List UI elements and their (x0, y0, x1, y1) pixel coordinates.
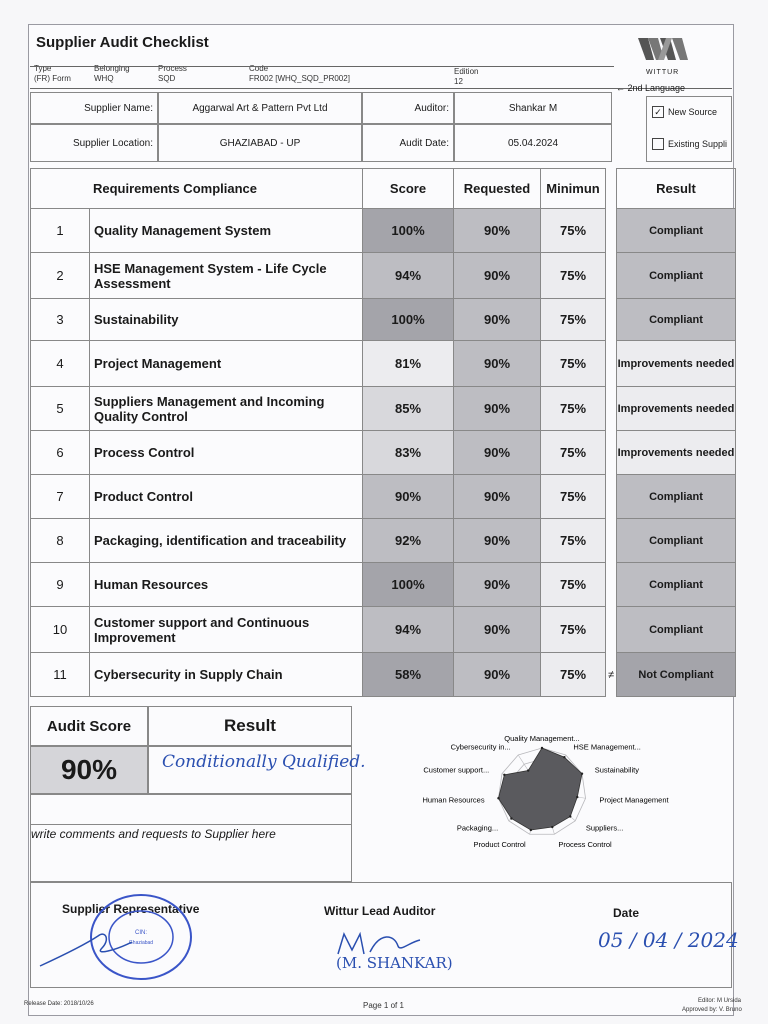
radar-point (576, 796, 578, 798)
score-cell[interactable]: 90% (363, 475, 454, 519)
row-number: 10 (31, 607, 90, 653)
radar-point (569, 815, 571, 817)
supplier-location-field[interactable]: GHAZIABAD - UP (158, 124, 362, 162)
meta-edition: Edition 12 (454, 67, 479, 86)
table-row (31, 341, 736, 387)
requirement-name: Sustainability (90, 299, 363, 341)
table-row (31, 475, 736, 519)
radar-point (530, 829, 532, 831)
score-cell[interactable]: 100% (363, 563, 454, 607)
table-row (31, 253, 736, 299)
minimum-cell: 75% (541, 209, 606, 253)
meta-process: Process SQD (158, 64, 187, 83)
radar-axis-label: Suppliers... (585, 823, 624, 833)
table-row (31, 209, 736, 253)
score-cell[interactable]: 83% (363, 431, 454, 475)
result-label: Result (148, 706, 352, 746)
page-number: Page 1 of 1 (363, 1001, 404, 1010)
audit-score-value: 90% (30, 746, 148, 794)
radar-point (497, 797, 499, 799)
score-cell[interactable]: 94% (363, 607, 454, 653)
table-row (31, 563, 736, 607)
auditor-label: Auditor: (362, 92, 454, 124)
approved-by: Approved by: V. Bruno (682, 1007, 742, 1013)
requested-cell: 90% (454, 299, 541, 341)
requirement-name: HSE Management System - Life Cycle Assessment (90, 253, 363, 299)
score-cell[interactable]: 100% (363, 299, 454, 341)
meta-type: Type (FR) Form (34, 64, 71, 83)
requested-cell: 90% (454, 209, 541, 253)
table-row (31, 299, 736, 341)
radar-axis-label: Human Resources (422, 795, 485, 805)
result-cell[interactable]: Compliant (617, 475, 736, 519)
requested-cell: 90% (454, 519, 541, 563)
result-cell[interactable]: Compliant (617, 209, 736, 253)
existing-supplier-label: Existing Suppli (668, 139, 728, 149)
table-row (31, 607, 736, 653)
minimum-cell: 75% (541, 653, 606, 697)
release-date: Release Date: 2018/10/26 (24, 1001, 94, 1007)
gap-cell (606, 563, 617, 607)
gap-cell (606, 431, 617, 475)
table-row (31, 519, 736, 563)
minimum-cell: 75% (541, 341, 606, 387)
gap-cell (606, 519, 617, 563)
minimum-cell: 75% (541, 253, 606, 299)
new-source-checkbox[interactable]: ✓ (652, 106, 664, 118)
radar-chart (352, 720, 732, 888)
requested-cell: 90% (454, 341, 541, 387)
result-cell[interactable]: Improvements needed (617, 431, 736, 475)
minimum-cell: 75% (541, 607, 606, 653)
row-number: 4 (31, 341, 90, 387)
comments-spacer (30, 794, 352, 824)
radar-point (541, 747, 543, 749)
score-cell[interactable]: 92% (363, 519, 454, 563)
header-requested: Requested (454, 169, 541, 209)
supplier-name-label: Supplier Name: (30, 92, 158, 124)
existing-supplier-checkbox[interactable] (652, 138, 664, 150)
requested-cell: 90% (454, 431, 541, 475)
row-number: 7 (31, 475, 90, 519)
requested-cell: 90% (454, 387, 541, 431)
result-handwritten: Conditionally Qualified. (162, 752, 366, 772)
requested-cell: 90% (454, 475, 541, 519)
editor: Editor: M Ursida (698, 998, 742, 1004)
row-mark: ≠ (607, 668, 615, 681)
header-minimum: Minimun (541, 169, 606, 209)
svg-text:CIN:: CIN: (135, 930, 147, 936)
gap-cell (606, 387, 617, 431)
supplier-rep-label: Supplier Representative (62, 902, 200, 916)
gap-cell (606, 607, 617, 653)
gap-cell (606, 253, 617, 299)
table-row (31, 387, 736, 431)
radar-point (503, 774, 505, 776)
requested-cell: 90% (454, 653, 541, 697)
row-number: 11 (31, 653, 90, 697)
supplier-name-field[interactable]: Aggarwal Art & Pattern Pvt Ltd (158, 92, 362, 124)
audit-date-field[interactable]: 05.04.2024 (454, 124, 612, 162)
minimum-cell: 75% (541, 475, 606, 519)
wittur-logo-icon (636, 34, 694, 74)
new-source-label: New Source (668, 107, 718, 117)
radar-axis-label: Sustainability (594, 765, 639, 775)
requirement-name: Process Control (90, 431, 363, 475)
header-rule (30, 66, 614, 67)
meta-belonging: Belonging WHQ (94, 64, 130, 83)
requirement-name: Human Resources (90, 563, 363, 607)
audit-date-label: Audit Date: (362, 124, 454, 162)
requirement-name: Quality Management System (90, 209, 363, 253)
score-cell[interactable]: 81% (363, 341, 454, 387)
radar-axis-label: Process Control (558, 839, 612, 849)
row-number: 3 (31, 299, 90, 341)
radar-point (551, 826, 553, 828)
gap-cell (606, 341, 617, 387)
existing-supplier-option[interactable] (652, 138, 727, 150)
row-number: 2 (31, 253, 90, 299)
radar-point (527, 769, 529, 771)
minimum-cell: 75% (541, 299, 606, 341)
header-result: Result (617, 169, 736, 209)
minimum-cell: 75% (541, 431, 606, 475)
radar-axis-label: Product Control (473, 839, 526, 849)
date-label: Date (613, 906, 640, 920)
radar-point (581, 773, 583, 775)
header-score: Score (363, 169, 454, 209)
result-cell[interactable]: Compliant (617, 519, 736, 563)
gap-cell (606, 209, 617, 253)
minimum-cell: 75% (541, 519, 606, 563)
requirement-name: Product Control (90, 475, 363, 519)
requirement-name: Project Management (90, 341, 363, 387)
radar-axis-label: Project Management (599, 795, 669, 805)
auditor-field[interactable]: Shankar M (454, 92, 612, 124)
result-cell[interactable]: Not Compliant (617, 653, 736, 697)
row-number: 1 (31, 209, 90, 253)
result-cell[interactable]: Improvements needed (617, 387, 736, 431)
radar-axis-label: Quality Management... (504, 734, 580, 743)
requirement-name: Customer support and Continuous Improvement (90, 607, 363, 653)
radar-axis-label: Packaging... (456, 823, 499, 833)
requirement-name: Packaging, identification and traceability (90, 519, 363, 563)
requested-cell: 90% (454, 253, 541, 299)
radar-axis-label: Customer support... (423, 765, 490, 775)
supplier-location-label: Supplier Location: (30, 124, 158, 162)
minimum-cell: 75% (541, 563, 606, 607)
radar-point (563, 756, 565, 758)
score-cell[interactable]: 100% (363, 209, 454, 253)
table-row (31, 431, 736, 475)
document-title: Supplier Audit Checklist (36, 34, 209, 51)
supplier-signature-icon (36, 914, 156, 974)
svg-text:Ghaziabad: Ghaziabad (128, 940, 154, 946)
table-row (31, 653, 736, 697)
logo-text: WITTUR (646, 69, 680, 76)
radar-point (510, 817, 512, 819)
requested-cell: 90% (454, 563, 541, 607)
score-cell[interactable]: 85% (363, 387, 454, 431)
second-language-link[interactable]: ← 2nd Language (616, 83, 686, 93)
result-cell[interactable]: Compliant (617, 607, 736, 653)
comments-placeholder: write comments and requests to Supplier here (31, 827, 276, 841)
meta-code: Code FR002 [WHQ_SQD_PR002] (249, 64, 350, 83)
row-number: 8 (31, 519, 90, 563)
radar-axis-label: HSE Management... (573, 742, 641, 752)
score-cell[interactable]: 58% (363, 653, 454, 697)
lead-auditor-label: Wittur Lead Auditor (324, 904, 436, 918)
new-source-option[interactable] (652, 106, 717, 118)
audit-score-label: Audit Score (30, 706, 148, 746)
auditor-name-handwritten: (M. SHANKAR) (336, 954, 453, 972)
result-cell[interactable]: Improvements needed (617, 341, 736, 387)
score-cell[interactable]: 94% (363, 253, 454, 299)
result-cell[interactable]: Compliant (617, 563, 736, 607)
row-number: 6 (31, 431, 90, 475)
gap-cell (606, 299, 617, 341)
radar-axis-label: Cybersecurity in... (450, 742, 511, 752)
comments-field[interactable] (30, 824, 352, 882)
row-number: 5 (31, 387, 90, 431)
result-cell[interactable]: Compliant (617, 299, 736, 341)
minimum-cell: 75% (541, 387, 606, 431)
requested-cell: 90% (454, 607, 541, 653)
result-cell[interactable]: Compliant (617, 253, 736, 299)
header-requirements: Requirements Compliance (31, 169, 363, 209)
requirements-table (30, 168, 736, 697)
requirement-name: Suppliers Management and Incoming Quality Control (90, 387, 363, 431)
gap-cell (606, 475, 617, 519)
requirement-name: Cybersecurity in Supply Chain (90, 653, 363, 697)
row-number: 9 (31, 563, 90, 607)
date-handwritten: 05 / 04 / 2024 (598, 928, 739, 952)
